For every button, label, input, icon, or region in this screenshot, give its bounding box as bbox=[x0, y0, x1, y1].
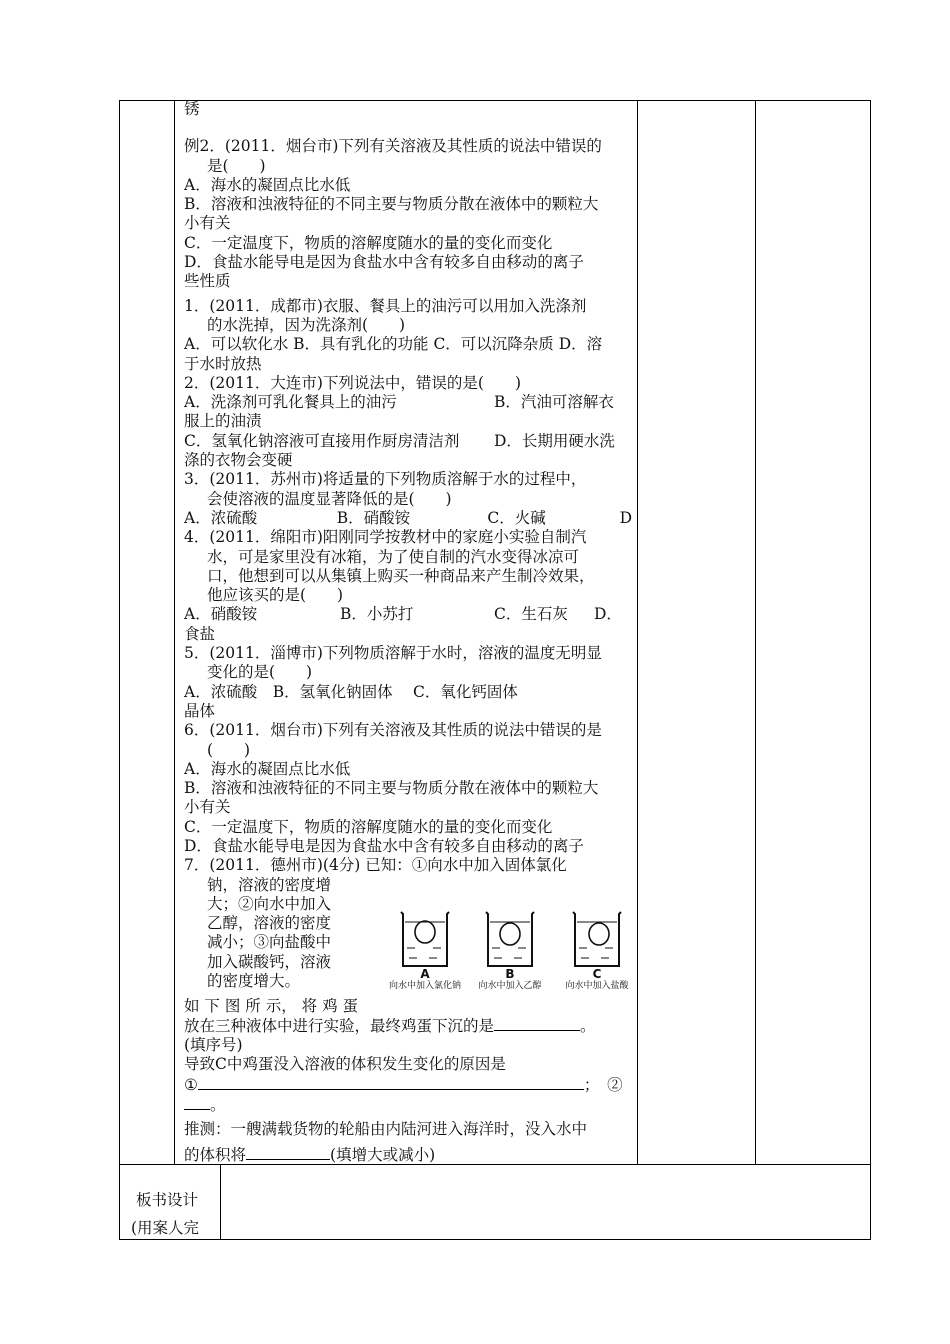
q2-option-d-cont: 涤的衣物会变硬 bbox=[184, 451, 293, 470]
beaker-a-icon bbox=[397, 908, 453, 968]
question-3 bbox=[184, 470, 632, 528]
question-1 bbox=[184, 297, 632, 374]
answer-blank-4[interactable] bbox=[246, 1145, 330, 1160]
q4-option-b: B．小苏打 bbox=[340, 605, 414, 624]
example2-option-b: B．溶液和浊液特征的不同主要与物质分散在液体中的颗粒大 bbox=[184, 195, 599, 214]
question-4 bbox=[184, 528, 632, 644]
q5-stem: 5．(2011．淄博市)下列物质溶解于水时，溶液的温度无明显 bbox=[184, 644, 602, 663]
q3-option-b: B．硝酸铵 bbox=[336, 508, 411, 527]
q2-option-b-cont: 服上的油渍 bbox=[184, 412, 262, 431]
q4-option-c: C．生石灰 bbox=[494, 605, 568, 624]
q4-option-a: A．硝酸铵 bbox=[184, 605, 258, 624]
beaker-b-caption: 向水中加入乙醇 bbox=[478, 980, 542, 991]
user-completion-label: (用案人完 bbox=[131, 1219, 200, 1237]
q2-stem: 2．(2011．大连市)下列说法中，错误的是( ) bbox=[184, 373, 521, 392]
question-6 bbox=[184, 721, 632, 856]
q6-stem-cont: ( ) bbox=[207, 740, 251, 759]
beaker-c-icon bbox=[569, 908, 625, 968]
q1-stem-cont: 的水洗掉，因为洗涤剂( ) bbox=[207, 315, 406, 334]
q7-line-1: 钠，溶液的密度增 bbox=[207, 875, 332, 894]
table-right-border bbox=[870, 100, 871, 1240]
beaker-b bbox=[478, 908, 542, 991]
q2-option-b: B．汽油可溶解衣 bbox=[494, 393, 614, 412]
table-left-border bbox=[119, 100, 120, 1240]
q3-option-c: C．火碱 bbox=[487, 508, 546, 527]
q4-stem-2: 水，可是家里没有冰箱，为了使自制的汽水变得冰凉可 bbox=[207, 547, 580, 566]
q7-line-2: 大；②向水中加入 bbox=[207, 894, 332, 913]
beaker-figure bbox=[382, 908, 629, 1006]
q4-option-d-cont: 食盐 bbox=[184, 624, 216, 643]
beaker-b-label: B bbox=[505, 966, 515, 981]
question-5 bbox=[184, 644, 632, 721]
q7-stem: 7．(2011．德州市)(4分) 已知：①向水中加入固体氯化 bbox=[184, 856, 567, 875]
q1-stem: 1．(2011．成都市)衣服、餐具上的油污可以用加入洗涤剂 bbox=[184, 296, 587, 315]
example-2 bbox=[184, 137, 632, 291]
q7-line-6: 的密度增大。 bbox=[207, 972, 301, 991]
q7-line-7: 如 下 图 所 示， 将 鸡 蛋 bbox=[184, 996, 358, 1015]
example2-option-b-cont: 小有关 bbox=[184, 214, 231, 233]
q6-option-b: B．溶液和浊液特征的不同主要与物质分散在液体中的颗粒大 bbox=[184, 779, 599, 798]
example2-tail: 些性质 bbox=[184, 272, 231, 291]
q7-line-4: 减小；③向盐酸中 bbox=[207, 933, 332, 952]
q1-options: A．可以软化水 B．具有乳化的功能 C．可以沉降杂质 D．溶 bbox=[184, 335, 603, 354]
q7-line-3: 乙醇，溶液的密度 bbox=[207, 914, 332, 933]
q7-line-5: 加入碳酸钙，溶液 bbox=[207, 952, 332, 971]
q7-line-8-end: 。 bbox=[580, 1016, 596, 1035]
q6-option-d: D．食盐水能导电是因为食盐水中含有较多自由移动的离子 bbox=[184, 836, 584, 855]
column-divider-3 bbox=[755, 100, 756, 1165]
beaker-a bbox=[388, 908, 461, 991]
q6-stem: 6．(2011．烟台市)下列有关溶液及其性质的说法中错误的是 bbox=[184, 721, 602, 740]
answer-blank-1[interactable] bbox=[494, 1016, 580, 1031]
beaker-b-icon bbox=[482, 908, 538, 968]
q6-option-a: A．海水的凝固点比水低 bbox=[184, 759, 351, 778]
q7-circle-2: ； ② bbox=[583, 1075, 623, 1094]
column-divider-2 bbox=[637, 100, 638, 1165]
q5-stem-cont: 变化的是( ) bbox=[207, 663, 313, 682]
q2-option-a: A．洗涤剂可乳化餐具上的油污 bbox=[184, 393, 397, 412]
q2-option-c: C．氢氧化钠溶液可直接用作厨房清洁剂 bbox=[184, 431, 460, 450]
beaker-a-label: A bbox=[420, 966, 430, 981]
q2-option-d: D．长期用硬水洗 bbox=[494, 431, 615, 450]
q7-line-9: (填序号) bbox=[184, 1036, 243, 1055]
q4-stem-4: 他应该买的是( ) bbox=[207, 586, 344, 605]
question-2 bbox=[184, 374, 632, 470]
beaker-c-label: C bbox=[592, 966, 602, 981]
example2-option-a: A．海水的凝固点比水低 bbox=[184, 175, 351, 194]
beaker-a-caption: 向水中加入氯化钠 bbox=[388, 980, 461, 991]
table-bottom-border bbox=[119, 1239, 871, 1240]
question-7 bbox=[184, 856, 632, 1165]
q4-option-d: D． bbox=[594, 605, 622, 624]
example2-option-d: D．食盐水能导电是因为食盐水中含有较多自由移动的离子 bbox=[184, 253, 584, 272]
q7-prediction-cont: 的体积将 bbox=[184, 1145, 247, 1164]
q5-options-cont: 晶体 bbox=[184, 701, 216, 720]
q6-option-c: C．一定温度下，物质的溶解度随水的量的变化而变化 bbox=[184, 817, 553, 836]
q7-line-10: 导致C中鸡蛋没入溶液的体积发生变化的原因是 bbox=[184, 1055, 506, 1074]
q3-option-a: A．浓硫酸 bbox=[184, 508, 258, 527]
q4-stem: 4．(2011．绵阳市)阳刚同学按教材中的家庭小实验自制汽 bbox=[184, 528, 587, 547]
rust-text: 锈 bbox=[184, 100, 200, 118]
q7-circle-1: ① bbox=[184, 1075, 198, 1094]
board-design-label: 板书设计 bbox=[136, 1191, 199, 1209]
footer-divider bbox=[220, 1164, 221, 1240]
q7-prediction: 推测：一艘满载货物的轮船由内陆河进入海洋时，没入水中 bbox=[184, 1120, 588, 1139]
beaker-c bbox=[565, 908, 629, 991]
answer-blank-3[interactable] bbox=[184, 1095, 210, 1110]
q3-option-d: D bbox=[619, 508, 632, 527]
q4-stem-3: 口，他想到可以从集镇上购买一种商品来产生制冷效果， bbox=[207, 566, 595, 585]
q7-prediction-hint: (填增大或减小) bbox=[330, 1145, 436, 1164]
q5-options: A．浓硫酸 B．氢氧化钠固体 C．氧化钙固体 bbox=[184, 682, 518, 701]
q7-line-8: 放在三种液体中进行实验，最终鸡蛋下沉的是 bbox=[184, 1016, 495, 1035]
example2-stem: 例2．(2011．烟台市)下列有关溶液及其性质的说法中错误的 bbox=[184, 137, 602, 156]
example2-option-c: C．一定温度下，物质的溶解度随水的量的变化而变化 bbox=[184, 233, 553, 252]
content-column bbox=[184, 100, 632, 1165]
q7-line-12-end: 。 bbox=[210, 1096, 226, 1115]
q3-stem: 3．(2011．苏州市)将适量的下列物质溶解于水的过程中， bbox=[184, 470, 587, 489]
q3-stem-cont: 会使溶液的温度显著降低的是( ) bbox=[207, 489, 452, 508]
example2-stem-cont: 是( ) bbox=[207, 156, 266, 175]
q1-options-cont: 于水时放热 bbox=[184, 354, 262, 373]
answer-blank-2[interactable] bbox=[198, 1075, 584, 1090]
beaker-c-caption: 向水中加入盐酸 bbox=[565, 980, 629, 991]
q6-option-b-cont: 小有关 bbox=[184, 798, 231, 817]
column-divider-1 bbox=[174, 100, 175, 1165]
